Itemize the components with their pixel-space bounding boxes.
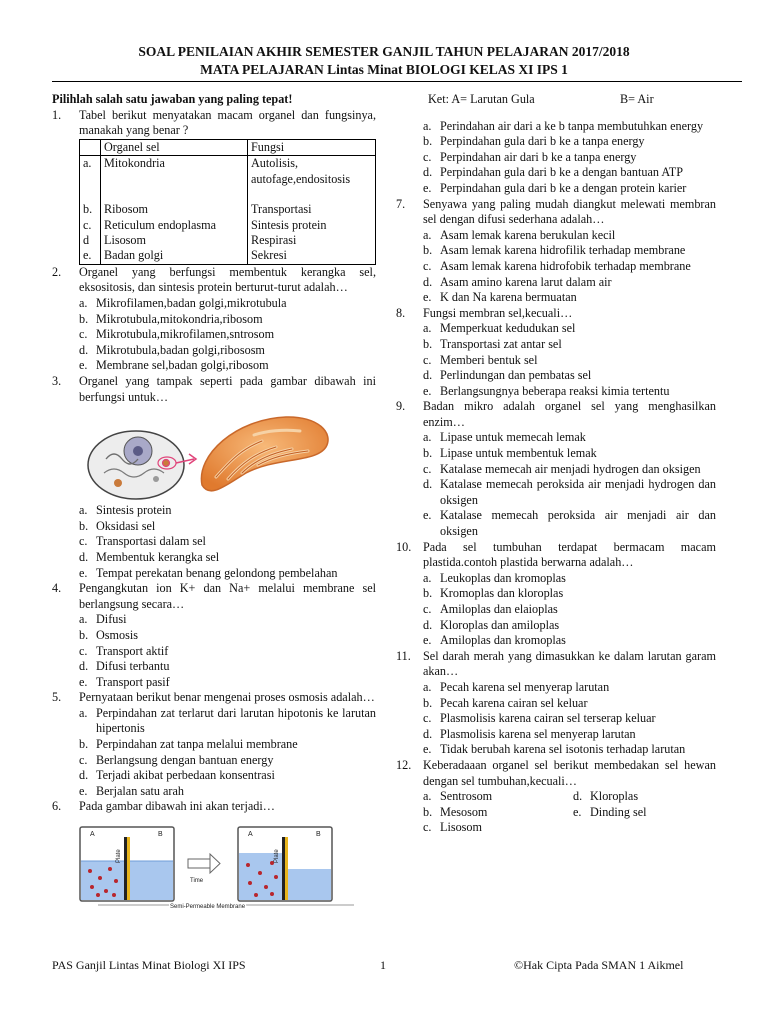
question-number: 9.: [396, 399, 406, 414]
question-1: [52, 108, 376, 139]
option-letter: b.: [423, 336, 433, 351]
options-q12: [423, 789, 716, 836]
option: [79, 296, 376, 312]
options-q10: [423, 571, 716, 649]
option-letter: e.: [423, 383, 432, 398]
footer-right: ©Hak Cipta Pada SMAN 1 Aikmel: [514, 958, 684, 972]
label-b: B: [158, 831, 163, 839]
table-row: [80, 156, 376, 203]
option: [79, 659, 376, 675]
beaker-diagram: [78, 823, 368, 909]
table-header-row: [80, 139, 376, 155]
option-letter: b.: [79, 627, 89, 642]
right-column: [396, 92, 716, 836]
option-letter: d.: [423, 726, 433, 741]
option: [79, 612, 376, 628]
option-text: Berjalan satu arah: [96, 783, 184, 798]
question-9: [396, 399, 716, 430]
option: [79, 675, 376, 691]
options-q5: [79, 706, 376, 800]
option: [423, 633, 716, 649]
option: [423, 711, 716, 727]
option-text: Terjadi akibat perbedaan konsentrasi: [96, 768, 275, 783]
option: [573, 789, 723, 805]
option-letter: a.: [423, 321, 432, 336]
page-number: 1: [380, 958, 386, 972]
option: [79, 768, 376, 784]
options-q8: [423, 321, 716, 399]
option-letter: c.: [79, 327, 88, 342]
question-text: Badan mikro adalah organel sel yang menghasilkan enzim…: [423, 399, 716, 429]
option-text: Transportasi dalam sel: [96, 534, 206, 549]
options-q4: [79, 612, 376, 690]
option-text: Difusi terbantu: [96, 659, 170, 674]
option-text: Amiloplas dan kromoplas: [440, 633, 566, 648]
legend-a: Ket: A= Larutan Gula: [428, 92, 535, 106]
row-letter: e.: [80, 248, 101, 264]
option: [79, 503, 376, 519]
option: [423, 462, 716, 478]
option: [423, 446, 716, 462]
option-letter: a.: [79, 296, 88, 310]
question-number: 10.: [396, 539, 412, 554]
question-text: Pengangkutan ion K+ dan Na+ melalui membrane sel berlangsung secara…: [79, 581, 376, 611]
legend-line: [428, 92, 716, 108]
option-text: Kloroplas dan amiloplas: [440, 617, 560, 632]
option: [423, 602, 716, 618]
question-number: 11.: [396, 648, 411, 663]
option-text: Asam lemak karena hidrofilik terhadap membrane: [440, 243, 686, 258]
options-q7: [423, 228, 716, 306]
option: [79, 628, 376, 644]
cell-fungsi: Respirasi: [248, 233, 376, 248]
option-text: Lisosom: [440, 820, 482, 835]
question-2: [52, 265, 376, 296]
row-letter: d: [80, 233, 101, 248]
option-text: Mesosom: [440, 804, 488, 819]
option: [79, 343, 376, 359]
option-text: K dan Na karena bermuatan: [440, 290, 577, 305]
plate-label: Plate: [116, 849, 122, 864]
row-letter: c.: [80, 218, 101, 233]
option-letter: a.: [79, 503, 88, 518]
option-text: Berlangsungnya beberapa reaksi kimia tertentu: [440, 383, 670, 398]
option-letter: c.: [79, 643, 88, 658]
mitochondria-figure: [86, 407, 376, 501]
time-arrow: [188, 859, 210, 868]
column-header: Fungsi: [248, 139, 376, 155]
option-text: Perpindahan air dari b ke a tanpa energy: [440, 149, 637, 164]
option-letter: c.: [79, 752, 88, 767]
option-text: Pecah karena sel menyerap larutan: [440, 679, 610, 694]
option: [423, 430, 716, 446]
option: [423, 228, 716, 244]
option-text: Perpindahan gula dari b ke a dengan protein karier: [440, 180, 687, 195]
option-text: Sentrosom: [440, 789, 493, 804]
question-number: 4.: [52, 581, 62, 596]
option-text: Mikrotubula,badan golgi,ribososm: [96, 342, 265, 357]
option-text: Transport aktif: [96, 643, 169, 658]
option-letter: e.: [423, 742, 432, 757]
option-letter: a.: [423, 227, 432, 242]
table-row: [80, 248, 376, 264]
option-text: Mikrotubula,mitokondria,ribosom: [96, 311, 263, 326]
option-text: Asam lemak karena berukulan kecil: [440, 227, 616, 242]
question-number: 5.: [52, 690, 62, 705]
option-letter: d.: [573, 789, 583, 804]
option-letter: d.: [79, 342, 89, 357]
option-text: Transport pasif: [96, 674, 170, 689]
option-text: Amiloplas dan elaioplas: [440, 602, 558, 616]
option-text: Tidak berubah karena sel isotonis terhadap larutan: [440, 742, 686, 757]
option-letter: b.: [423, 446, 433, 461]
question-6: [52, 799, 376, 815]
option-text: Sintesis protein: [96, 503, 172, 518]
options-q11: [423, 680, 716, 758]
exam-title: SOAL PENILAIAN AKHIR SEMESTER GANJIL TAHUN PELAJARAN 2017/2018: [138, 44, 630, 59]
options-q3: [79, 503, 376, 581]
option-text: Pecah karena cairan sel keluar: [440, 695, 588, 710]
option-text: Perpindahan zat terlarut dari larutan hipotonis ke larutan hipertonis: [96, 705, 376, 736]
option-text: Perpindahan zat tanpa melalui membrane: [96, 737, 298, 752]
option-letter: e.: [573, 804, 582, 819]
highlighted-mitochondrion: [163, 460, 170, 467]
option-text: Membrane sel,badan golgi,ribosom: [96, 358, 269, 373]
option-text: Perlindungan dan pembatas sel: [440, 368, 592, 383]
header-rule: [52, 81, 742, 82]
option-letter: a.: [423, 789, 432, 804]
question-text: Tabel berikut menyatakan macam organel dan fungsinya, manakah yang benar ?: [79, 107, 376, 138]
option: [423, 742, 716, 758]
mitochondrion-3d: [201, 417, 328, 491]
option: [423, 586, 716, 602]
question-text: Pernyataan berikut benar mengenai proses osmosis adalah…: [79, 690, 375, 705]
legend-b: B= Air: [620, 92, 654, 106]
option-letter: d.: [423, 368, 433, 383]
cell-fungsi: Sintesis protein: [248, 218, 376, 233]
question-text: Pada sel tumbuhan terdapat bermacam macam plastida.contoh plastida berwarna adalah…: [423, 539, 716, 570]
option: [423, 134, 716, 150]
instruction: Pilihlah salah satu jawaban yang paling tepat!: [52, 92, 293, 106]
option: [423, 290, 716, 306]
option-text: Membentuk kerangka sel: [96, 549, 220, 564]
option: [423, 680, 716, 696]
option-letter: a.: [423, 118, 432, 133]
option-letter: b.: [423, 804, 433, 819]
question-5: [52, 690, 376, 706]
question-text: Senyawa yang paling mudah diangkut melewati membran sel dengan difusi sederhana adalah…: [423, 196, 716, 227]
option-text: Mikrotubula,mikrofilamen,sntrosom: [96, 327, 275, 342]
option: [423, 727, 716, 743]
question-text: Organel yang tampak seperti pada gambar dibawah ini berfungsi untuk…: [79, 373, 376, 404]
option-letter: a.: [423, 430, 432, 445]
mitochondria-illustration: [86, 407, 336, 501]
option: [423, 259, 716, 275]
option: [79, 327, 376, 343]
question-10: [396, 540, 716, 571]
option-text: Plasmolisis karena sel menyerap larutan: [440, 726, 636, 741]
option-text: Dinding sel: [590, 804, 647, 819]
option-letter: d.: [79, 549, 89, 564]
option-letter: c.: [423, 461, 432, 476]
cell-fungsi: Sekresi: [248, 248, 376, 264]
label-a: A: [248, 831, 253, 839]
question-7: [396, 197, 716, 228]
cell-organel: Badan golgi: [101, 248, 248, 264]
label-a: A: [90, 831, 95, 839]
table-row: [80, 218, 376, 233]
label-b: B: [316, 831, 321, 839]
option: [423, 321, 716, 337]
question-12: [396, 758, 716, 789]
option: [423, 243, 716, 259]
cell-fungsi: Transportasi: [248, 202, 376, 217]
option: [423, 368, 716, 384]
cell-organel: Ribosom: [101, 202, 248, 217]
question-11: [396, 649, 716, 680]
option-text: Tempat perekatan benang gelondong pembelahan: [96, 565, 338, 580]
question-number: 1.: [52, 107, 62, 122]
option: [423, 508, 716, 539]
question-number: 8.: [396, 305, 406, 320]
option: [79, 358, 376, 374]
column-header: Organel sel: [101, 139, 248, 155]
option-text: Difusi: [96, 612, 127, 627]
option-letter: e.: [423, 180, 432, 195]
option: [79, 566, 376, 582]
option: [423, 165, 716, 181]
question-text: Organel yang berfungsi membentuk kerangka sel, eksositosis, dan sintesis protein berturut-turut adalah…: [79, 264, 376, 295]
option-letter: d.: [423, 617, 433, 632]
table-row: [80, 233, 376, 248]
table-row: [80, 202, 376, 217]
question-number: 6.: [52, 799, 62, 814]
question-number: 2.: [52, 264, 62, 279]
option-text: Plasmolisis karena cairan sel terserap keluar: [440, 711, 656, 726]
option: [79, 737, 376, 753]
option-letter: c.: [423, 352, 432, 367]
option: [79, 519, 376, 535]
option-text: Katalase memecah peroksida air menjadi air dan oksigen: [440, 508, 716, 539]
option: [423, 384, 716, 400]
option: [423, 571, 716, 587]
question-text: Keberadaaan organel sel berikut membedakan sel hewan dengan sel tumbuhan,kecuali…: [423, 757, 716, 788]
question-3: [52, 374, 376, 405]
option: [423, 696, 716, 712]
left-column: [52, 92, 376, 909]
option-text: Memberi bentuk sel: [440, 352, 538, 367]
option: [79, 644, 376, 660]
option-text: Transportasi zat antar sel: [440, 336, 562, 351]
option: [573, 805, 723, 821]
question-text: Sel darah merah yang dimasukkan ke dalam larutan garam akan…: [423, 648, 716, 679]
exam-subtitle: MATA PELAJARAN Lintas Minat BIOLOGI KELAS XI IPS 1: [200, 62, 568, 77]
question-4: [52, 581, 376, 612]
option-letter: d.: [79, 768, 89, 783]
option-letter: c.: [423, 149, 432, 164]
solution-right-b: [288, 869, 331, 900]
cell-organel: Mitokondria: [101, 156, 248, 203]
option-letter: e.: [79, 674, 88, 689]
osmosis-figure: [78, 823, 376, 909]
option-text: Mikrofilamen,badan golgi,mikrotubula: [96, 296, 287, 310]
options-q6: [423, 119, 716, 197]
option-letter: c.: [79, 534, 88, 549]
option-letter: e.: [423, 508, 432, 523]
option: [79, 550, 376, 566]
option-text: Lipase untuk memecah lemak: [440, 430, 586, 445]
cell-organel: Reticulum endoplasma: [101, 218, 248, 233]
option-text: Memperkuat kedudukan sel: [440, 321, 576, 336]
organel-table: [79, 139, 376, 265]
semipermeable-membrane-left: [124, 837, 127, 900]
option: [79, 784, 376, 800]
option-text: Oksidasi sel: [96, 518, 156, 533]
option: [423, 477, 716, 508]
option-text: Kromoplas dan kloroplas: [440, 586, 564, 601]
option-letter: d.: [79, 659, 89, 674]
question-8: [396, 306, 716, 322]
option-letter: b.: [423, 134, 433, 149]
option-letter: c.: [423, 820, 432, 835]
option: [423, 275, 716, 291]
option-letter: a.: [423, 679, 432, 694]
option: [423, 150, 716, 166]
question-text: Pada gambar dibawah ini akan terjadi…: [79, 799, 275, 814]
option-letter: d.: [423, 477, 433, 492]
option-text: Lipase untuk membentuk lemak: [440, 446, 597, 461]
plate-label: Plate: [274, 849, 280, 864]
option-letter: a.: [423, 570, 432, 585]
option-text: Katalase memecah air menjadi hydrogen dan oksigen: [440, 461, 701, 476]
option: [79, 534, 376, 550]
option-letter: e.: [423, 290, 432, 305]
row-letter: a.: [80, 156, 101, 203]
option-letter: e.: [79, 783, 88, 798]
options-q9: [423, 430, 716, 539]
cell-organel: Lisosom: [101, 233, 248, 248]
option: [423, 789, 573, 805]
option: [79, 753, 376, 769]
option: [423, 119, 716, 135]
option-letter: e.: [423, 633, 432, 648]
option-text: Perpindahan gula dari b ke a tanpa energy: [440, 134, 645, 149]
option-text: Kloroplas: [590, 789, 639, 804]
option-letter: b.: [423, 243, 433, 258]
semipermeable-membrane-right: [282, 837, 285, 900]
option-letter: c.: [423, 711, 432, 726]
row-letter: b.: [80, 202, 101, 217]
nucleolus: [133, 446, 143, 456]
option: [79, 706, 376, 737]
option: [423, 618, 716, 634]
option: [423, 820, 573, 836]
option-letter: a.: [79, 612, 88, 627]
option-text: Berlangsung dengan bantuan energy: [96, 752, 274, 767]
option-text: Asam amino karena larut dalam air: [440, 274, 612, 289]
question-number: 12.: [396, 757, 412, 772]
option-letter: d.: [423, 165, 433, 180]
option-letter: b.: [423, 695, 433, 710]
option: [423, 337, 716, 353]
option-text: Asam lemak karena hidrofobik terhadap membrane: [440, 258, 691, 273]
option-letter: c.: [423, 258, 432, 273]
option-text: Perpindahan gula dari b ke a dengan bantuan ATP: [440, 165, 684, 180]
cell-fungsi: Autolisis, autofage,endositosis: [248, 156, 376, 203]
option-text: Leukoplas dan kromoplas: [440, 570, 566, 585]
option-letter: b.: [423, 586, 433, 601]
option-letter: b.: [79, 518, 89, 533]
options-q2: [79, 296, 376, 374]
option-text: Osmosis: [96, 627, 138, 642]
option-text: Perindahan air dari a ke b tanpa membutuhkan energy: [440, 118, 704, 133]
option-letter: a.: [79, 705, 88, 720]
option: [423, 805, 573, 821]
option: [423, 353, 716, 369]
question-number: 7.: [396, 196, 406, 211]
option-letter: b.: [79, 311, 89, 326]
option: [79, 312, 376, 328]
membrane-caption: Semi-Permeable Membrane: [170, 904, 246, 910]
option-letter: e.: [79, 358, 88, 373]
option-letter: b.: [79, 737, 89, 752]
question-text: Fungsi membran sel,kecuali…: [423, 305, 573, 320]
option-text: Katalase memecah peroksida air menjadi hydrogen dan oksigen: [440, 477, 716, 507]
option-letter: e.: [79, 565, 88, 580]
option-letter: c.: [423, 602, 432, 616]
time-label: Time: [190, 878, 204, 885]
question-number: 3.: [52, 373, 62, 388]
footer-left: PAS Ganjil Lintas Minat Biologi XI IPS: [52, 958, 246, 972]
option-letter: d.: [423, 274, 433, 289]
option: [423, 181, 716, 197]
